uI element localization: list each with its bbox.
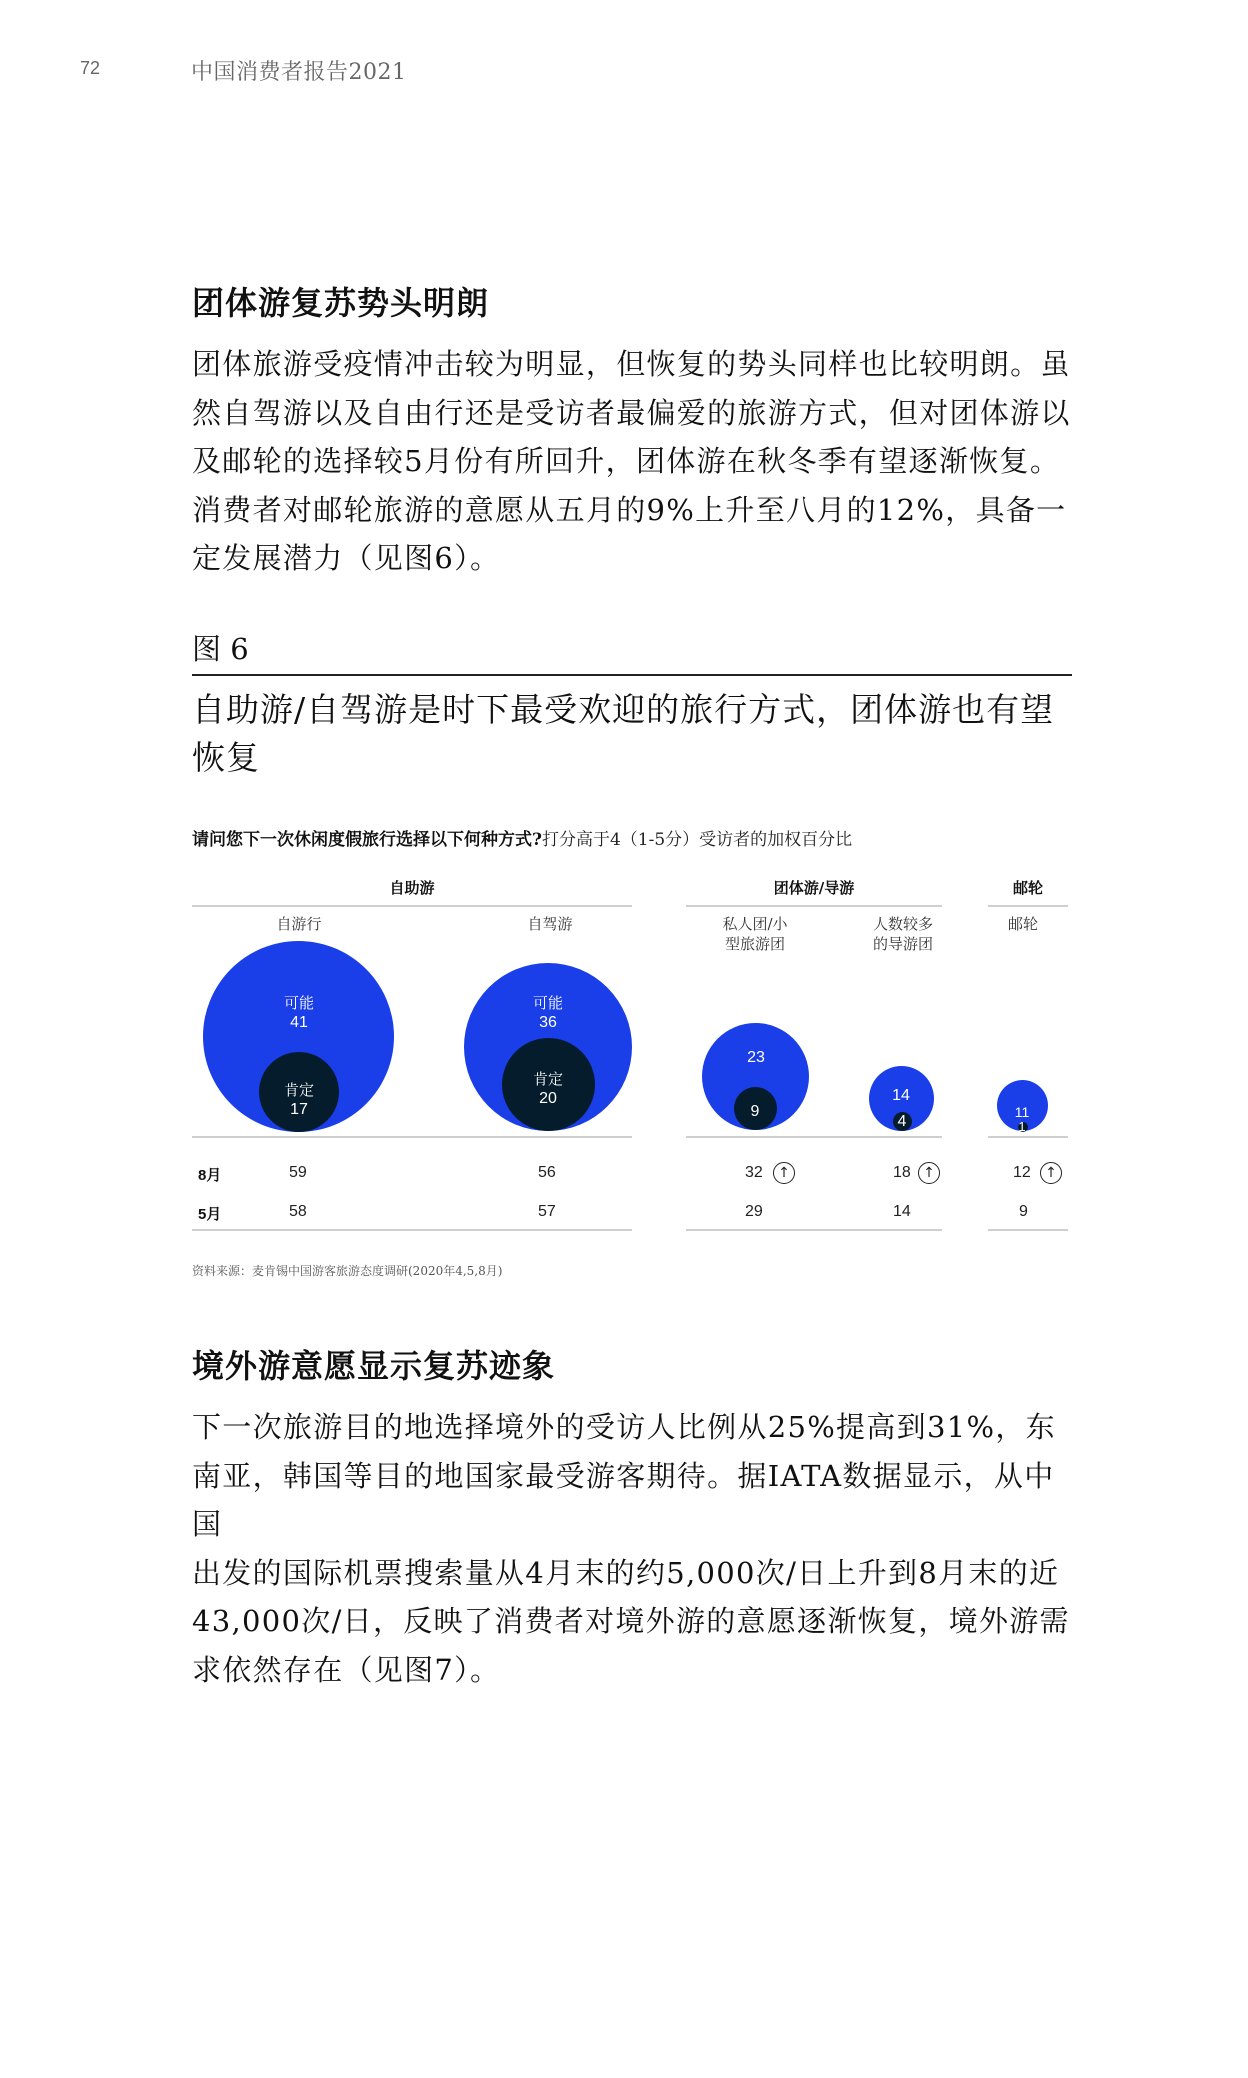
- group-title-group-tour: 团体游/导游: [773, 879, 855, 897]
- table-top-rule: [192, 1136, 632, 1138]
- figure-label: 图 6: [192, 632, 249, 666]
- bubble-value-definite: 1: [1018, 1119, 1026, 1134]
- possible-label: 可能: [532, 994, 563, 1012]
- category-label-private-tour: [705, 914, 805, 954]
- bubble-label-possible: [498, 994, 598, 1032]
- category-label-large-tour: [853, 914, 953, 954]
- bubble-value-possible: 14: [892, 1087, 910, 1104]
- paragraph-line: 团体旅游受疫情冲击较为明显，但恢复的势头同样也比较明朗。虽: [192, 347, 1071, 381]
- group-divider: [686, 905, 942, 907]
- category-label-self-drive: 自驾游: [527, 915, 573, 933]
- possible-value: 36: [539, 1014, 557, 1031]
- running-title: 中国消费者报告2021: [191, 60, 407, 85]
- label-line: 的导游团: [872, 935, 933, 953]
- arrow-up-icon: ↑: [918, 1162, 940, 1184]
- table-bottom-rule: [686, 1229, 942, 1231]
- figure-divider: [192, 674, 1072, 676]
- bubble-value-definite: 4: [897, 1113, 907, 1130]
- bubble-value-definite: 9: [750, 1103, 760, 1120]
- definite-value: 20: [539, 1090, 557, 1107]
- label-line: 型旅游团: [724, 935, 785, 953]
- figure-title-line: 恢复: [192, 738, 260, 777]
- category-label-cruise: 邮轮: [1007, 915, 1038, 933]
- definite-label: 肯定: [283, 1081, 314, 1099]
- section-heading-outbound-travel: 境外游意愿显示复苏迹象: [192, 1347, 556, 1385]
- table-cell: 9: [1019, 1203, 1028, 1220]
- table-bottom-rule: [192, 1229, 632, 1231]
- figure-title: [192, 686, 1072, 782]
- group-divider: [192, 905, 632, 907]
- table-cell: 56: [538, 1164, 556, 1181]
- category-label-free-travel: 自游行: [276, 915, 322, 933]
- table-cell: 58: [289, 1203, 307, 1220]
- survey-question-note: 打分高于4（1-5分）受访者的加权百分比: [541, 830, 853, 850]
- group-title-cruise: 邮轮: [1012, 879, 1043, 897]
- table-top-rule: [988, 1136, 1068, 1138]
- table-cell: 59: [289, 1164, 307, 1181]
- table-cell: 14: [893, 1203, 911, 1220]
- bubble-value-possible: 23: [747, 1049, 765, 1066]
- section-heading-group-travel: 团体游复苏势头明朗: [192, 284, 490, 322]
- section-paragraph-outbound-travel: [192, 1403, 1072, 1694]
- table-cell: 32: [745, 1164, 763, 1181]
- figure-source: 资料来源：麦肯锡中国游客旅游态度调研(2020年4,5,8月): [192, 1264, 503, 1278]
- paragraph-line: 43,000次/日，反映了消费者对境外游的意愿逐渐恢复，境外游需: [192, 1604, 1070, 1638]
- paragraph-line: 然自驾游以及自由行还是受访者最偏爱的旅游方式，但对团体游以: [192, 395, 1071, 430]
- section-paragraph-group-travel: [192, 340, 1072, 583]
- paragraph-line: 下一次旅游目的地选择境外的受访人比例从25%提高到31%，东: [192, 1410, 1056, 1444]
- group-title-self-guided: 自助游: [389, 879, 435, 897]
- definite-label: 肯定: [532, 1070, 563, 1088]
- page-number: 72: [80, 58, 101, 78]
- definite-value: 17: [290, 1101, 308, 1118]
- bubble-label-definite: [249, 1081, 349, 1119]
- paragraph-line: 消费者对邮轮旅游的意愿从五月的9%上升至八月的12%，具备一: [192, 492, 1067, 527]
- table-cell: 12: [1013, 1164, 1031, 1181]
- row-label-may: 5月: [198, 1206, 222, 1223]
- figure-title-line: 自助游/自驾游是时下最受欢迎的旅行方式，团体游也有望: [192, 690, 1055, 729]
- survey-question: [192, 825, 852, 850]
- table-cell: 29: [745, 1203, 763, 1220]
- paragraph-line: 定发展潜力（见图6）。: [192, 541, 501, 575]
- table-top-rule: [686, 1136, 942, 1138]
- survey-question-bold: 请问您下一次休闲度假旅行选择以下何种方式?: [192, 830, 542, 850]
- bubble-label-definite: [498, 1070, 598, 1108]
- arrow-up-icon: ↑: [773, 1162, 795, 1184]
- paragraph-line: 出发的国际机票搜索量从4月末的约5,000次/日上升到8月末的近: [192, 1555, 1060, 1590]
- table-cell: 57: [538, 1203, 556, 1220]
- paragraph-line: 求依然存在（见图7）。: [192, 1652, 501, 1687]
- group-divider: [988, 905, 1068, 907]
- label-line: 私人团/小: [722, 915, 788, 933]
- paragraph-line: 及邮轮的选择较5月份有所回升，团体游在秋冬季有望逐渐恢复。: [192, 444, 1061, 478]
- bubble-label-possible: [249, 994, 349, 1032]
- label-line: 人数较多: [872, 915, 933, 933]
- table-bottom-rule: [988, 1229, 1068, 1231]
- bubble-value-possible: 11: [1014, 1104, 1030, 1120]
- possible-value: 41: [290, 1014, 308, 1031]
- row-label-aug: 8月: [198, 1167, 222, 1184]
- table-cell: 18: [893, 1164, 911, 1181]
- possible-label: 可能: [283, 994, 314, 1012]
- paragraph-line: 南亚，韩国等目的地国家最受游客期待。据IATA数据显示，从中国: [192, 1458, 1055, 1541]
- arrow-up-icon: ↑: [1040, 1162, 1062, 1184]
